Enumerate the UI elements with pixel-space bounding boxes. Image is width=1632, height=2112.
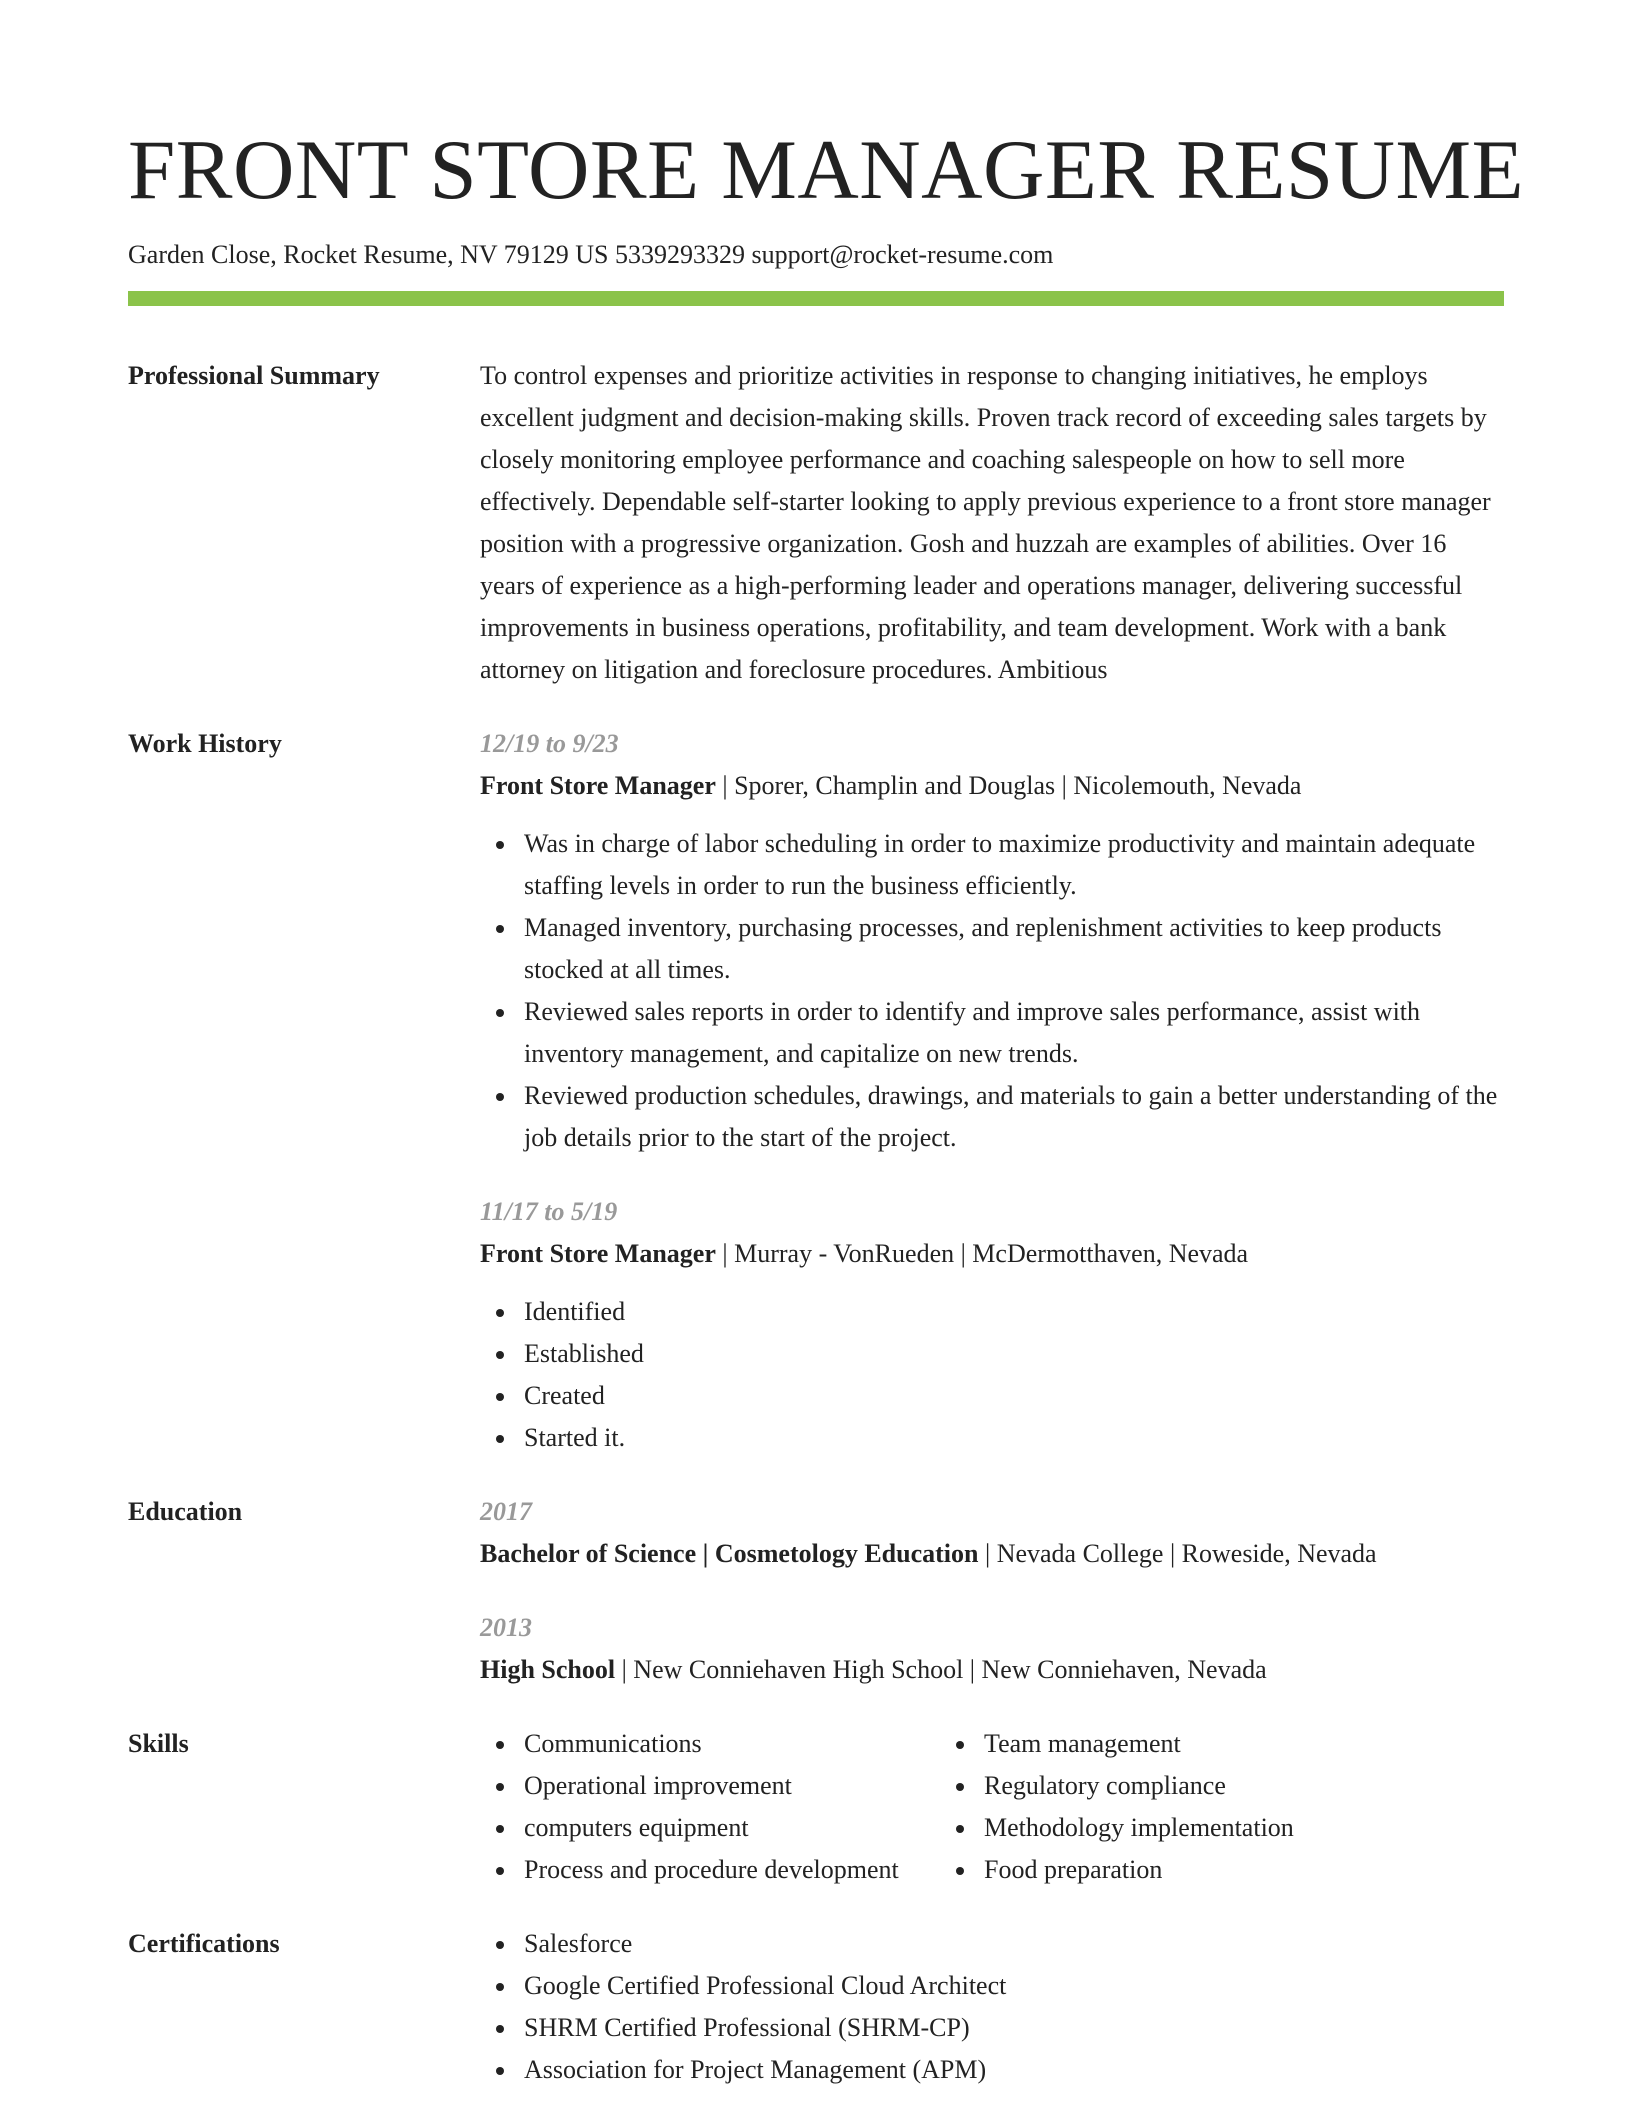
skill-item: Operational improvement [524, 1765, 940, 1807]
job-title: Front Store Manager [480, 771, 716, 800]
section-label-work-history: Work History [128, 729, 282, 758]
job-entry [480, 1191, 1504, 1459]
education-heading [480, 1533, 1504, 1575]
certification-item: SHRM Certified Professional (SHRM-CP) [524, 2007, 1504, 2049]
summary-text: To control expenses and prioritize activities in response to changing initiatives, he employs excellent judgment and decision-making skills. Proven track record of exceeding sales targets by closely monitoring employee performance and coaching salespeople on how to sell more effectively. Dependable self-starter looking to apply previous experience to a front store manager position with a progressive organization. Gosh and huzzah are examples of abilities. Over 16 years of experience as a high-performing leader and operations manager, delivering successful improvements in business operations, profitability, and team development. Work with a bank attorney on litigation and foreclosure procedures. Ambitious [480, 361, 1491, 684]
job-employer-location: | Murray - VonRueden | McDermotthaven, Nevada [715, 1239, 1249, 1268]
list-item: Started it. [524, 1417, 1504, 1459]
job-duties-list [480, 823, 1504, 1159]
education-section [128, 1491, 1504, 1691]
skill-item: computers equipment [524, 1807, 940, 1849]
resume-page [128, 0, 1525, 2091]
job-dates: 11/17 to 5/19 [480, 1197, 618, 1226]
list-item: Reviewed production schedules, drawings, and materials to gain a better understanding of the job details prior to the start of the project. [524, 1075, 1504, 1159]
job-employer-location: | Sporer, Champlin and Douglas | Nicolemouth, Nevada [715, 771, 1302, 800]
education-degree: Bachelor of Science | Cosmetology Education [480, 1539, 979, 1568]
list-item: Created [524, 1375, 1504, 1417]
section-label-certifications: Certifications [128, 1929, 280, 1958]
skill-item: Process and procedure development [524, 1849, 940, 1891]
job-heading [480, 1233, 1504, 1275]
section-label-skills: Skills [128, 1729, 189, 1758]
education-entry [480, 1607, 1504, 1691]
education-entry [480, 1491, 1504, 1575]
education-year: 2017 [480, 1497, 532, 1526]
skill-item: Regulatory compliance [984, 1765, 1460, 1807]
education-year: 2013 [480, 1613, 532, 1642]
skills-list [940, 1723, 1460, 1891]
list-item: Managed inventory, purchasing processes, and replenishment activities to keep products stocked at all times. [524, 907, 1504, 991]
job-dates: 12/19 to 9/23 [480, 729, 619, 758]
summary-section [128, 355, 1504, 691]
list-item: Was in charge of labor scheduling in order to maximize productivity and maintain adequate staffing levels in order to run the business efficiently. [524, 823, 1504, 907]
list-item: Identified [524, 1291, 1504, 1333]
resume-title: FRONT STORE MANAGER RESUME [128, 123, 1525, 217]
section-label-education: Education [128, 1497, 243, 1526]
skills-section [128, 1723, 1504, 1891]
job-heading [480, 765, 1504, 807]
list-item: Reviewed sales reports in order to identify and improve sales performance, assist with inventory management, and capitalize on new trends. [524, 991, 1504, 1075]
skill-item: Methodology implementation [984, 1807, 1460, 1849]
certification-item: Google Certified Professional Cloud Architect [524, 1965, 1504, 2007]
certifications-section [128, 1923, 1504, 2091]
education-heading [480, 1649, 1504, 1691]
accent-divider [128, 291, 1504, 306]
work-history-section [128, 723, 1504, 1459]
skill-item: Communications [524, 1723, 940, 1765]
list-item: Established [524, 1333, 1504, 1375]
education-school-location: | Nevada College | Roweside, Nevada [978, 1539, 1377, 1568]
job-entry [480, 723, 1504, 1159]
contact-line: Garden Close, Rocket Resume, NV 79129 US 5339293329 support@rocket-resume.com [128, 240, 1054, 269]
education-school-location: | New Conniehaven High School | New Conniehaven, Nevada [615, 1655, 1267, 1684]
certification-item: Association for Project Management (APM) [524, 2049, 1504, 2091]
job-title: Front Store Manager [480, 1239, 716, 1268]
education-degree: High School [480, 1655, 616, 1684]
skill-item: Team management [984, 1723, 1460, 1765]
job-duties-list [480, 1291, 1504, 1459]
section-label-summary: Professional Summary [128, 361, 380, 390]
skill-item: Food preparation [984, 1849, 1460, 1891]
certifications-list [480, 1923, 1504, 2091]
skills-list [480, 1723, 940, 1891]
skills-columns [480, 1723, 1504, 1891]
certification-item: Salesforce [524, 1923, 1504, 1965]
